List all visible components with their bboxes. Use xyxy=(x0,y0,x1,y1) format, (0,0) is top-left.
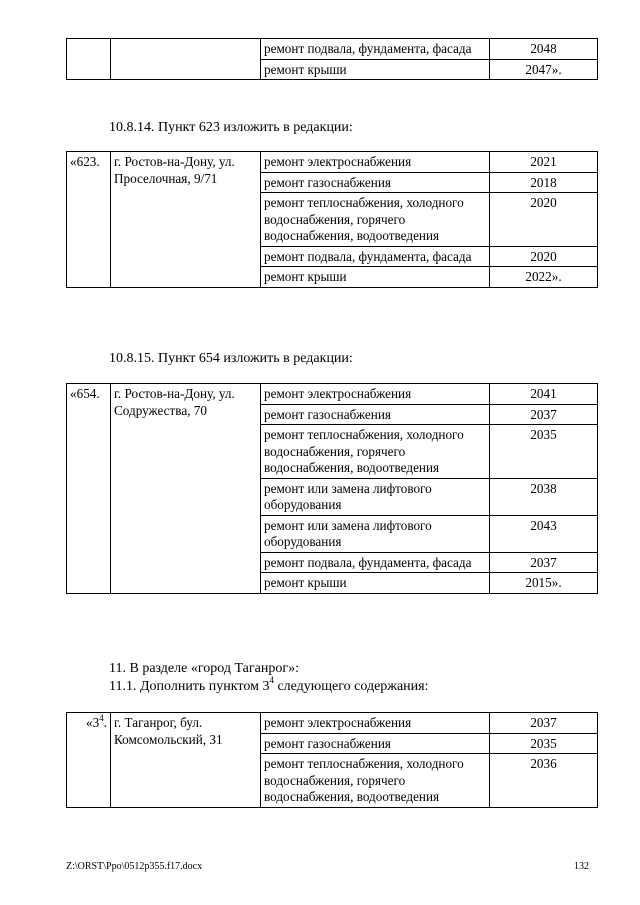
work-cell: ремонт подвала, фундамента, фасада xyxy=(261,552,490,573)
work-cell: ремонт крыши xyxy=(261,59,490,80)
item-number xyxy=(67,713,111,808)
item-number: «654. xyxy=(67,384,111,594)
table-item-3-4 xyxy=(66,712,598,808)
paragraph-11-1 xyxy=(109,675,429,696)
year-cell: 2048 xyxy=(490,39,598,60)
item-address: г. Таганрог, бул. Комсомольский, 31 xyxy=(111,713,261,808)
year-cell: 2035 xyxy=(490,733,598,754)
table-item-623 xyxy=(66,151,598,288)
work-cell: ремонт или замена лифтового оборудования xyxy=(261,515,490,552)
year-cell: 2043 xyxy=(490,515,598,552)
table-row xyxy=(67,384,598,405)
work-cell: ремонт электроснабжения xyxy=(261,713,490,734)
superscript: 4 xyxy=(269,675,274,686)
work-cell: ремонт подвала, фундамента, фасада xyxy=(261,39,490,60)
year-cell: 2015». xyxy=(490,573,598,594)
item-number: «623. xyxy=(67,152,111,288)
work-cell: ремонт крыши xyxy=(261,573,490,594)
work-cell: ремонт газоснабжения xyxy=(261,404,490,425)
year-cell: 2041 xyxy=(490,384,598,405)
table-row xyxy=(67,713,598,734)
table-row xyxy=(67,39,598,60)
year-cell: 2035 xyxy=(490,425,598,479)
work-cell: ремонт теплоснабжения, холодного водоснабжения, горячего водоснабжения, водоотведения xyxy=(261,754,490,808)
work-cell: ремонт электроснабжения xyxy=(261,384,490,405)
year-cell: 2020 xyxy=(490,246,598,267)
paragraph-11-1-text: 11.1. Дополнить пунктом 3 xyxy=(109,679,270,694)
footer-page-number: 132 xyxy=(574,861,589,872)
year-cell: 2047». xyxy=(490,59,598,80)
year-cell: 2021 xyxy=(490,152,598,173)
paragraph-10-8-14: 10.8.14. Пункт 623 изложить в редакции: xyxy=(109,120,353,135)
year-cell: 2037 xyxy=(490,552,598,573)
work-cell: ремонт газоснабжения xyxy=(261,733,490,754)
year-cell: 2022». xyxy=(490,267,598,288)
address-cell xyxy=(111,39,261,80)
paragraph-10-8-15: 10.8.15. Пункт 654 изложить в редакции: xyxy=(109,351,353,366)
work-cell: ремонт или замена лифтового оборудования xyxy=(261,478,490,515)
work-cell: ремонт теплоснабжения, холодного водоснабжения, горячего водоснабжения, водоотведения xyxy=(261,425,490,479)
item-number-dot: . xyxy=(103,715,107,730)
number-cell xyxy=(67,39,111,80)
work-cell: ремонт теплоснабжения, холодного водоснабжения, горячего водоснабжения, водоотведения xyxy=(261,193,490,247)
work-cell: ремонт электроснабжения xyxy=(261,152,490,173)
work-cell: ремонт крыши xyxy=(261,267,490,288)
item-address: г. Ростов-на-Дону, ул. Содружества, 70 xyxy=(111,384,261,594)
work-cell: ремонт газоснабжения xyxy=(261,172,490,193)
year-cell: 2037 xyxy=(490,404,598,425)
paragraph-11-1-suffix: следующего содержания: xyxy=(273,679,429,694)
year-cell: 2036 xyxy=(490,754,598,808)
item-address: г. Ростов-на-Дону, ул. Проселочная, 9/71 xyxy=(111,152,261,288)
footer-file-path: Z:\ORST\Ppo\0512p355.f17.docx xyxy=(66,861,203,872)
table-item-654 xyxy=(66,383,598,594)
table-row xyxy=(67,152,598,173)
item-number-text: «3 xyxy=(86,715,100,730)
paragraph-11: 11. В разделе «город Таганрог»: xyxy=(109,661,299,676)
year-cell: 2037 xyxy=(490,713,598,734)
work-cell: ремонт подвала, фундамента, фасада xyxy=(261,246,490,267)
year-cell: 2038 xyxy=(490,478,598,515)
superscript: 4 xyxy=(99,712,104,723)
year-cell: 2020 xyxy=(490,193,598,247)
year-cell: 2018 xyxy=(490,172,598,193)
continued-table xyxy=(66,38,598,80)
